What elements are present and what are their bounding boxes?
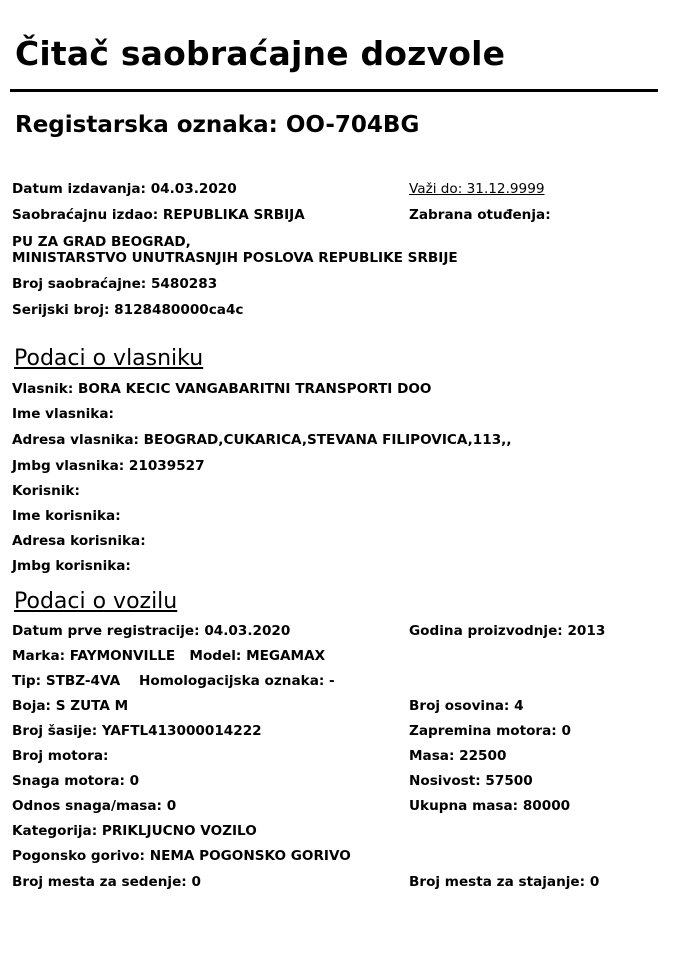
first-registration-date: Datum prve registracije: 04.03.2020 <box>12 623 291 639</box>
engine-power: Snaga motora: 0 <box>12 773 140 789</box>
valid-until: Važi do: 31.12.9999 <box>409 181 545 197</box>
load-capacity: Nosivost: 57500 <box>409 773 533 789</box>
category: Kategorija: PRIKLJUCNO VOZILO <box>12 823 257 839</box>
owner-jmbg: Jmbg vlasnika: 21039527 <box>12 458 205 474</box>
issue-date: Datum izdavanja: 04.03.2020 <box>12 181 237 197</box>
type-homologation: Tip: STBZ-4VA Homologacijska oznaka: - <box>12 673 335 689</box>
user-address: Adresa korisnika: <box>12 533 146 549</box>
issuing-authority-line1: PU ZA GRAD BEOGRAD, <box>12 234 191 250</box>
page-title: Čitač saobraćajne dozvole <box>15 34 506 73</box>
production-year: Godina proizvodnje: 2013 <box>409 623 606 639</box>
user-first-name: Ime korisnika: <box>12 508 121 524</box>
document-number: Broj saobraćajne: 5480283 <box>12 276 218 292</box>
engine-number: Broj motora: <box>12 748 109 764</box>
power-mass-ratio: Odnos snaga/masa: 0 <box>12 798 177 814</box>
vehicle-section-heading: Podaci o vozilu <box>14 589 178 614</box>
user-name: Korisnik: <box>12 483 80 499</box>
standing-places-count: Broj mesta za stajanje: 0 <box>409 874 600 890</box>
owner-name: Vlasnik: BORA KECIC VANGABARITNI TRANSPORTI DOO <box>12 381 432 397</box>
user-jmbg: Jmbg korisnika: <box>12 558 131 574</box>
owner-section-heading: Podaci o vlasniku <box>14 346 204 371</box>
alienation-ban: Zabrana otuđenja: <box>409 207 551 223</box>
fuel-type: Pogonsko gorivo: NEMA POGONSKO GORIVO <box>12 848 351 864</box>
color: Boja: S ZUTA M <box>12 698 129 714</box>
title-divider <box>10 89 658 92</box>
owner-address: Adresa vlasnika: BEOGRAD,CUKARICA,STEVANA FILIPOVICA,113,, <box>12 432 512 448</box>
mass: Masa: 22500 <box>409 748 507 764</box>
chassis-number: Broj šasije: YAFTL413000014222 <box>12 723 262 739</box>
issued-by: Saobraćajnu izdao: REPUBLIKA SRBIJA <box>12 207 305 223</box>
owner-first-name: Ime vlasnika: <box>12 406 114 422</box>
total-mass: Ukupna masa: 80000 <box>409 798 571 814</box>
engine-displacement: Zapremina motora: 0 <box>409 723 571 739</box>
axle-count: Broj osovina: 4 <box>409 698 524 714</box>
serial-number: Serijski broj: 8128480000ca4c <box>12 302 244 318</box>
registration-plate: Registarska oznaka: OO-704BG <box>15 112 420 138</box>
issuing-authority-line2: MINISTARSTVO UNUTRASNJIH POSLOVA REPUBLIKE SRBIJE <box>12 250 458 266</box>
make-model: Marka: FAYMONVILLE Model: MEGAMAX <box>12 648 326 664</box>
seats-count: Broj mesta za sedenje: 0 <box>12 874 201 890</box>
